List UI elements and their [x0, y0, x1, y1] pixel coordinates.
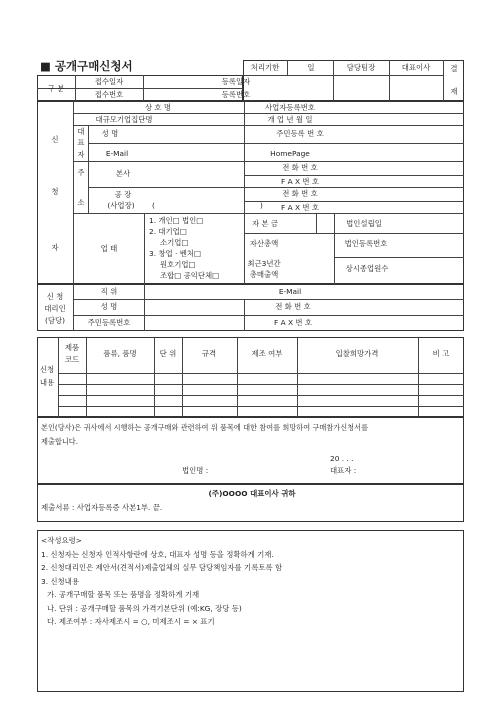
approval-label: 재: [450, 87, 458, 96]
statement-text: 본인(당사)은 귀사에서 시행하는 공개구매와 관련하여 위 품목에 대한 참여를 희망하여 구매참가신청서를: [41, 423, 369, 432]
ceo-label: 대표이사: [401, 63, 431, 72]
day-label: 일: [307, 63, 315, 72]
note-item: 3. 신청내용: [41, 577, 79, 586]
form-title: ■ 공개구매신청서: [40, 59, 133, 73]
phone-label-2: 전 화 번 호: [282, 189, 318, 198]
fax-label: F A X 번 호: [280, 177, 320, 186]
rep-label: 대표자 :: [330, 466, 357, 475]
items-side-label: 내용: [39, 378, 55, 387]
approval-label: 결: [450, 64, 458, 73]
paren-open: (: [152, 201, 155, 210]
founding-date-label: 개 업 년 월 일: [267, 115, 313, 124]
recipient-to: (주)OOOO 대표이사 귀하: [208, 489, 296, 498]
address-side-label: 주: [77, 168, 85, 177]
employees-label: 상시종업원수: [345, 264, 389, 273]
notes-heading: <작성요령>: [41, 536, 82, 545]
agent-resident-no-label: 주민등록번호: [87, 318, 131, 327]
corp-name-label: 법인명 :: [182, 466, 209, 475]
col-unit-label: 단 위: [159, 349, 177, 358]
address-side-label: 소: [77, 198, 85, 207]
corp-date-label: 법인설립일: [346, 219, 382, 228]
col-made-label: 제조 여부: [251, 349, 283, 358]
agent-side-label: 대리인: [44, 304, 66, 313]
col-name-label: 품류, 품명: [103, 349, 137, 358]
sales-label: 총매출액: [249, 270, 279, 279]
rep-side-label: 자: [77, 150, 85, 159]
applicant-side-label: 청: [51, 187, 59, 196]
col-spec-label: 규격: [201, 349, 217, 358]
sales-label: 최근3년간: [247, 259, 281, 268]
statement-text: 제출합니다.: [41, 437, 79, 446]
rep-side-label: 표: [77, 138, 85, 147]
type-option: 소기업□: [160, 238, 189, 247]
rep-side-label: 대: [77, 127, 85, 136]
resident-no-label: 주민등록 번 호: [276, 129, 324, 138]
note-item: 나. 단위 : 공개구매할 품목의 가격기본단위 (예:KG, 장당 등): [47, 604, 242, 613]
agent-position-label: 직 위: [100, 287, 118, 296]
agent-name-label: 성 명: [100, 302, 118, 311]
col-code-label: 코드: [64, 355, 80, 364]
agent-email-label: E-Mail: [278, 287, 302, 296]
type-option: 1. 개인□ 법인□: [149, 216, 204, 225]
note-item: 1. 신청자는 신청자 인적사항란에 상호, 대표자 성명 등을 정확하게 기재.: [41, 550, 274, 559]
note-item: 다. 제조여부 : 자사제조시 = ○, 미제조시 = × 표기: [47, 617, 215, 626]
type-option: 3. 창업 · 벤처□: [149, 249, 201, 258]
applicant-side-label: 자: [51, 243, 59, 252]
head-office-label: 본사: [115, 169, 131, 178]
reg-no-label: 등록번호: [221, 90, 251, 99]
workplace-label: (사업장): [107, 201, 135, 210]
deadline-label: 처리기한: [250, 63, 280, 72]
receipt-no-label: 접수번호: [94, 90, 124, 99]
phone-label: 전 화 번 호: [282, 163, 318, 172]
col-note-label: 비 고: [432, 349, 450, 358]
col-price-label: 입찰희망가격: [335, 349, 379, 358]
note-item: 2. 신청대리인은 제안서(견적서)제출업체의 실무 담당책임자를 기록토록 함: [41, 563, 283, 572]
agent-side-label: 신 청: [46, 292, 64, 301]
agent-phone-label: 전 화 번 호: [275, 302, 311, 311]
capital-label: 자 본 금: [251, 219, 279, 228]
reg-date-label: 등록일자: [221, 77, 251, 86]
receipt-date-label: 접수일자: [94, 77, 124, 86]
statement-date: 20 . . .: [330, 454, 354, 463]
type-option: 원호기업□: [160, 260, 196, 269]
email-label: E-Mail: [105, 149, 129, 158]
classification-label: 구 분: [47, 84, 65, 93]
agent-fax-label: F A X 번 호: [273, 318, 313, 327]
paren-close: ): [260, 201, 263, 210]
note-item: 가. 공개구매할 품목 또는 품명을 정확하게 기재: [47, 590, 200, 599]
type-option: 2. 대기업□: [149, 227, 187, 236]
company-name-label: 상 호 명: [144, 103, 172, 112]
submission-docs: 제출서류 : 사업자등록증 사본1부. 끝.: [41, 503, 163, 512]
agent-side-label: (담당): [44, 316, 66, 325]
type-option: 조합□ 공익단체□: [160, 271, 220, 280]
applicant-side-label: 신: [51, 135, 59, 144]
corp-reg-no-label: 법인등록번호: [344, 239, 388, 248]
items-table: [37, 337, 464, 417]
total-assets-label: 자산총액: [249, 239, 279, 248]
rep-name-label: 성 명: [101, 129, 119, 138]
col-code-label: 제품: [64, 343, 80, 352]
items-side-label: 신청: [39, 365, 55, 374]
homepage-label: HomePage: [270, 149, 310, 158]
fax-label-2: F A X 번 호: [280, 203, 320, 212]
business-type-label: 업 태: [100, 244, 118, 253]
manager-label: 담당팀장: [346, 63, 376, 72]
factory-label: 공 장: [114, 190, 132, 199]
biz-reg-no-label: 사업자등록번호: [265, 103, 315, 112]
group-label: 대규모기업집단명: [95, 115, 153, 124]
